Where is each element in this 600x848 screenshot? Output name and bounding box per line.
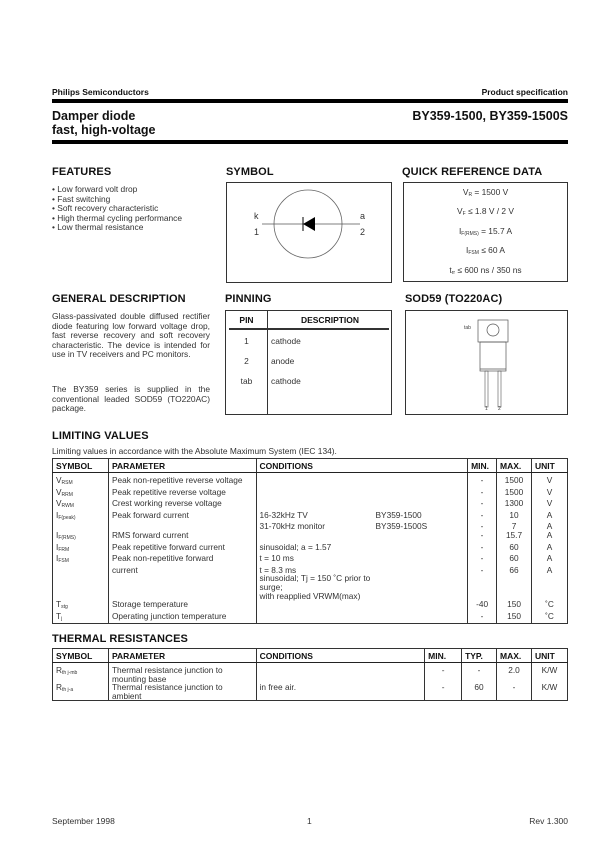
col-header-conditions: CONDITIONS: [256, 649, 425, 663]
table-row: [53, 531, 568, 543]
symbol-cell: $I_{FRM}$: [53, 543, 109, 555]
conditions-cell: [256, 600, 468, 612]
min-cell: -: [468, 473, 497, 488]
parameter-cell: Peak repetitive forward current: [108, 543, 256, 555]
parameter-cell: Thermal resistance junction to mounting base: [108, 663, 256, 684]
header-rule-bottom: [52, 140, 568, 144]
max-cell: 2.0: [497, 663, 532, 684]
unit-cell: K/W: [531, 663, 567, 684]
part-numbers: BY359-1500, BY359-1500S: [412, 109, 568, 123]
col-header-max: MAX.: [497, 459, 532, 473]
product-title-line1: Damper diode: [52, 109, 136, 123]
col-header-parameter: PARAMETER: [108, 459, 256, 473]
tab-label: tab: [464, 325, 471, 331]
conditions-cell: sinusoidal; Tj = 150 ˚C prior to surge;: [256, 574, 468, 591]
unit-cell: K/W: [531, 683, 567, 701]
feature-item: • Soft recovery characteristic: [52, 203, 159, 214]
max-cell: 60: [497, 554, 532, 566]
pin-number: tab: [240, 376, 253, 386]
parameter-cell: Peak non-repetitive forward: [108, 554, 256, 566]
package-box: [405, 310, 568, 415]
qrd-line: $t_{rr} \le 600$ ns / 350 ns: [449, 264, 522, 276]
symbol-box: [226, 182, 392, 283]
conditions-cell: t = 10 ms: [256, 554, 468, 566]
thermal-resistances-table: [52, 648, 568, 701]
min-cell: -: [468, 522, 497, 531]
parameter-cell: current: [108, 566, 256, 575]
pin-column-header: PIN: [239, 315, 254, 325]
qrd-line: $I_{F(RMS)} = 15.7$ A: [458, 225, 513, 237]
symbol-cell: [53, 566, 109, 575]
conditions-cell: [256, 612, 468, 624]
min-cell: -: [468, 554, 497, 566]
symbol-cell: $R_{th j-mb}$: [53, 663, 109, 684]
symbol-cell: [53, 574, 109, 591]
col-header-unit: UNIT: [532, 459, 568, 473]
diode-symbol-icon: [227, 183, 391, 282]
min-cell: -: [425, 683, 462, 701]
max-cell: 10: [497, 511, 532, 523]
max-cell: 150: [497, 600, 532, 612]
anode-letter: a: [360, 211, 366, 221]
feature-item: • Low thermal resistance: [52, 222, 144, 233]
col-header-symbol: SYMBOL: [53, 649, 109, 663]
unit-cell: V: [532, 473, 568, 488]
cathode-letter: k: [254, 211, 259, 221]
min-cell: -: [468, 612, 497, 624]
unit-cell: A: [532, 566, 568, 575]
features-list: [52, 185, 182, 233]
symbol-cell: $T_j$: [53, 612, 109, 624]
table-row: [53, 663, 568, 684]
general-description-para1: Glass-passivated double diffused rectifier diode featuring low forward voltage drop, fast reverse recovery and soft recovery characteristic. The device is intended for use in TV receivers and PC monitors.: [52, 311, 210, 360]
qrd-line: $I_{FSM} \le 60$ A: [466, 245, 505, 257]
product-title-line2: fast, high-voltage: [52, 123, 156, 137]
min-cell: -: [468, 488, 497, 500]
parameter-cell: [108, 574, 256, 591]
conditions-cell: [256, 473, 468, 488]
package-heading: SOD59 (TO220AC): [405, 293, 503, 305]
unit-cell: V: [532, 499, 568, 511]
symbol-cell: $V_{RWM}$: [53, 499, 109, 511]
general-description-para2: The BY359 series is supplied in the conventional leaded SOD59 (TO220AC) package.: [52, 384, 210, 414]
lead-2-label: 2: [498, 406, 501, 412]
conditions-cell: [256, 488, 468, 500]
col-header-parameter: PARAMETER: [108, 649, 256, 663]
table-row: [53, 554, 568, 566]
symbol-cell: $R_{th j-a}$: [53, 683, 109, 701]
typ-cell: -: [462, 663, 497, 684]
conditions-cell: sinusoidal; a = 1.57: [256, 543, 468, 555]
qrd-line: $V_R = 1500$ V: [462, 187, 509, 198]
limiting-values-subtitle: Limiting values in accordance with the Absolute Maximum System (IEC 134).: [52, 446, 337, 456]
symbol-cell: $V_{RRM}$: [53, 488, 109, 500]
description-column-header: DESCRIPTION: [300, 315, 360, 325]
unit-cell: V: [532, 488, 568, 500]
table-row: [53, 683, 568, 701]
col-header-symbol: SYMBOL: [53, 459, 109, 473]
to220-package-icon: [406, 311, 567, 414]
pinning-table: [225, 310, 392, 415]
limiting-values-table: [52, 458, 568, 624]
symbol-cell: [53, 522, 109, 531]
pin-description: cathode: [271, 376, 301, 386]
typ-cell: 60: [462, 683, 497, 701]
quick-reference-heading: QUICK REFERENCE DATA: [402, 166, 543, 178]
qrd-line: $V_F \le 1.8$ V / 2 V: [456, 206, 514, 218]
pinning-heading: PINNING: [225, 293, 272, 305]
conditions-cell: [256, 531, 468, 543]
unit-cell: ˚C: [532, 600, 568, 612]
thermal-resistances-heading: THERMAL RESISTANCES: [52, 633, 188, 645]
col-header-typ: TYP.: [462, 649, 497, 663]
conditions-cell: t = 8.3 ms: [256, 566, 468, 575]
min-cell: -: [468, 566, 497, 575]
features-heading: FEATURES: [52, 166, 112, 178]
col-header-max: MAX.: [497, 649, 532, 663]
parameter-cell: Storage temperature: [108, 600, 256, 612]
parameter-cell: Thermal resistance junction to ambient: [108, 683, 256, 701]
symbol-cell: $I_{F(RMS)}$: [53, 531, 109, 543]
parameter-cell: Operating junction temperature: [108, 612, 256, 624]
footer-page-number: 1: [307, 816, 312, 826]
company-name: Philips Semiconductors: [52, 87, 149, 97]
symbol-cell: $T_{stg}$: [53, 600, 109, 612]
pin-description: cathode: [271, 336, 301, 346]
conditions-cell: 16-32kHz TV BY359-1500: [256, 511, 468, 523]
max-cell: 60: [497, 543, 532, 555]
min-cell: -: [468, 511, 497, 523]
pin-number: 2: [244, 356, 249, 366]
table-row: [53, 600, 568, 612]
quick-reference-box: [403, 182, 568, 282]
max-cell: [497, 574, 532, 591]
max-cell: 1500: [497, 488, 532, 500]
footer-revision: Rev 1.300: [529, 816, 568, 826]
symbol-cell: $I_{FSM}$: [53, 554, 109, 566]
conditions-cell: with reapplied VRWM(max): [256, 592, 468, 601]
max-cell: 66: [497, 566, 532, 575]
max-cell: 15.7: [497, 531, 532, 543]
max-cell: 1500: [497, 473, 532, 488]
max-cell: 1300: [497, 499, 532, 511]
unit-cell: A: [532, 543, 568, 555]
symbol-cell: $V_{RSM}$: [53, 473, 109, 488]
table-row: [53, 612, 568, 624]
parameter-cell: Crest working reverse voltage: [108, 499, 256, 511]
min-cell: -: [468, 531, 497, 543]
parameter-cell: Peak repetitive reverse voltage: [108, 488, 256, 500]
min-cell: -: [468, 499, 497, 511]
symbol-cell: $I_{F(peak)}$: [53, 511, 109, 523]
conditions-cell: in free air.: [256, 683, 425, 701]
unit-cell: A: [532, 511, 568, 523]
col-header-conditions: CONDITIONS: [256, 459, 468, 473]
feature-item: • Fast switching: [52, 193, 111, 204]
anode-pin-number: 2: [360, 227, 366, 237]
max-cell: -: [497, 683, 532, 701]
header-rule-top: [52, 99, 568, 103]
cathode-pin-number: 1: [254, 227, 260, 237]
min-cell: -: [468, 543, 497, 555]
parameter-cell: RMS forward current: [108, 531, 256, 543]
lead-1-label: 1: [485, 406, 488, 412]
max-cell: 150: [497, 612, 532, 624]
min-cell: -40: [468, 600, 497, 612]
pin-description: anode: [271, 356, 295, 366]
table-row: [53, 574, 568, 591]
parameter-cell: Peak forward current: [108, 511, 256, 523]
document-type: Product specification: [481, 87, 568, 97]
col-header-min: MIN.: [468, 459, 497, 473]
pin-number: 1: [244, 336, 249, 346]
unit-cell: ˚C: [532, 612, 568, 624]
table-row: [53, 473, 568, 488]
col-header-unit: UNIT: [531, 649, 567, 663]
parameter-cell: Peak non-repetitive reverse voltage: [108, 473, 256, 488]
feature-item: • Low forward volt drop: [52, 184, 138, 194]
max-cell: 7: [497, 522, 532, 531]
conditions-cell: 31-70kHz monitor BY359-1500S: [256, 522, 468, 531]
unit-cell: [532, 574, 568, 591]
general-description-heading: GENERAL DESCRIPTION: [52, 293, 186, 305]
conditions-cell: [256, 663, 425, 684]
symbol-heading: SYMBOL: [226, 166, 274, 178]
feature-item: • High thermal cycling performance: [52, 212, 183, 223]
unit-cell: A: [532, 522, 568, 531]
limiting-values-heading: LIMITING VALUES: [52, 430, 149, 442]
col-header-min: MIN.: [425, 649, 462, 663]
unit-cell: A: [532, 531, 568, 543]
min-cell: -: [425, 663, 462, 684]
footer-date: September 1998: [52, 816, 115, 826]
min-cell: [468, 574, 497, 591]
unit-cell: A: [532, 554, 568, 566]
